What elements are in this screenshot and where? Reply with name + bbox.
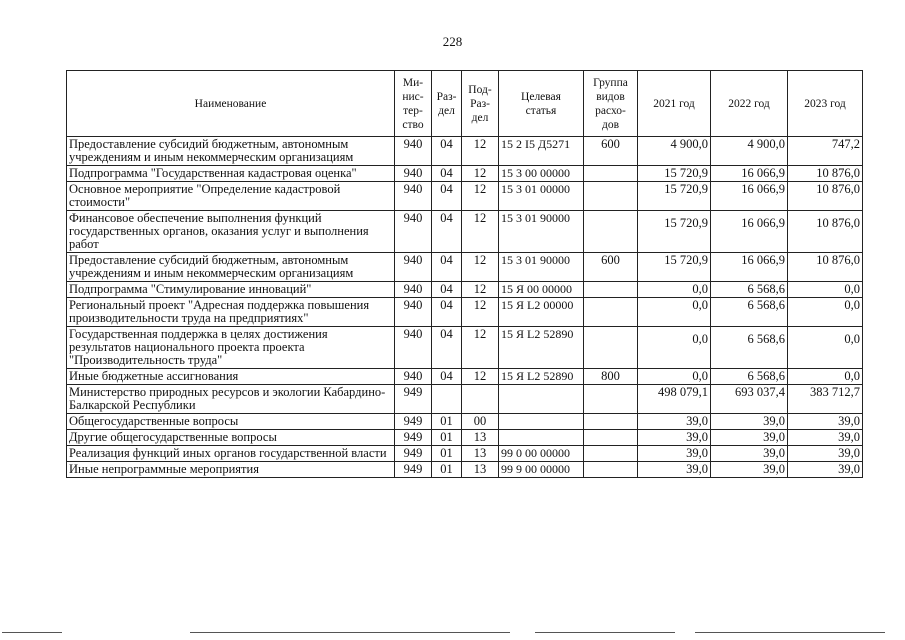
table-row [67, 282, 863, 298]
row-ministry: 940 [395, 253, 432, 282]
header-name: Наименование [67, 71, 395, 137]
row-2023: 39,0 [788, 430, 863, 446]
row-group [584, 298, 638, 327]
row-2023: 10 876,0 [788, 211, 863, 253]
row-2021: 0,0 [638, 369, 711, 385]
row-section: 04 [432, 182, 462, 211]
row-2023: 0,0 [788, 369, 863, 385]
table-row [67, 182, 863, 211]
row-section: 04 [432, 137, 462, 166]
row-2022: 16 066,9 [711, 253, 788, 282]
row-subsection: 12 [462, 166, 499, 182]
row-subsection: 12 [462, 282, 499, 298]
row-section: 04 [432, 166, 462, 182]
row-2021: 39,0 [638, 446, 711, 462]
row-name: Региональный проект "Адресная поддержка повышения производительности труда на предприятиях" [67, 298, 395, 327]
row-group [584, 385, 638, 414]
row-name: Общегосударственные вопросы [67, 414, 395, 430]
header-section: Раз- дел [432, 71, 462, 137]
row-2021: 39,0 [638, 462, 711, 478]
row-2022: 16 066,9 [711, 182, 788, 211]
row-target: 99 9 00 00000 [499, 462, 584, 478]
row-2021: 4 900,0 [638, 137, 711, 166]
row-subsection: 00 [462, 414, 499, 430]
table-row [67, 253, 863, 282]
row-group [584, 211, 638, 253]
row-2021: 498 079,1 [638, 385, 711, 414]
row-target: 15 Я 00 00000 [499, 282, 584, 298]
table-row [67, 414, 863, 430]
row-section: 01 [432, 430, 462, 446]
row-2022: 6 568,6 [711, 327, 788, 369]
row-section: 04 [432, 211, 462, 253]
row-name: Министерство природных ресурсов и экологии Кабардино-Балкарской Республики [67, 385, 395, 414]
table-row [67, 166, 863, 182]
header-group: Группа видов расхо- дов [584, 71, 638, 137]
row-ministry: 949 [395, 385, 432, 414]
row-target: 15 3 01 00000 [499, 182, 584, 211]
row-name: Основное мероприятие "Определение кадастровой стоимости" [67, 182, 395, 211]
budget-table [66, 70, 863, 478]
row-section: 04 [432, 327, 462, 369]
row-target: 15 2 I5 Д5271 [499, 137, 584, 166]
row-section: 04 [432, 253, 462, 282]
row-ministry: 940 [395, 137, 432, 166]
row-2021: 15 720,9 [638, 166, 711, 182]
row-ministry: 940 [395, 166, 432, 182]
row-name: Предоставление субсидий бюджетным, автономным учреждениям и иным некоммерческим организациям [67, 253, 395, 282]
row-name: Другие общегосударственные вопросы [67, 430, 395, 446]
row-2022: 16 066,9 [711, 166, 788, 182]
row-subsection: 12 [462, 211, 499, 253]
row-ministry: 940 [395, 282, 432, 298]
row-2023: 39,0 [788, 462, 863, 478]
row-ministry: 940 [395, 298, 432, 327]
row-name: Предоставление субсидий бюджетным, автономным учреждениям и иным некоммерческим организациям [67, 137, 395, 166]
header-2021: 2021 год [638, 71, 711, 137]
row-subsection: 12 [462, 327, 499, 369]
row-group: 800 [584, 369, 638, 385]
row-2022: 39,0 [711, 462, 788, 478]
row-2023: 747,2 [788, 137, 863, 166]
row-2021: 0,0 [638, 282, 711, 298]
table-row [67, 137, 863, 166]
table-row [67, 327, 863, 369]
row-group [584, 182, 638, 211]
row-subsection [462, 385, 499, 414]
row-subsection: 13 [462, 446, 499, 462]
row-section: 01 [432, 446, 462, 462]
row-2022: 6 568,6 [711, 369, 788, 385]
row-ministry: 949 [395, 430, 432, 446]
row-group [584, 430, 638, 446]
row-2021: 39,0 [638, 430, 711, 446]
row-group [584, 327, 638, 369]
row-2022: 693 037,4 [711, 385, 788, 414]
row-ministry: 940 [395, 211, 432, 253]
row-ministry: 940 [395, 327, 432, 369]
table-body [67, 137, 863, 478]
row-target: 15 Я L2 52890 [499, 327, 584, 369]
row-target [499, 414, 584, 430]
row-section: 01 [432, 414, 462, 430]
row-section: 01 [432, 462, 462, 478]
row-section: 04 [432, 298, 462, 327]
row-name: Государственная поддержка в целях достижения результатов национального проекта проекта "Производительность труда" [67, 327, 395, 369]
row-2021: 15 720,9 [638, 211, 711, 253]
row-target: 15 3 01 90000 [499, 211, 584, 253]
header-2022: 2022 год [711, 71, 788, 137]
row-group [584, 282, 638, 298]
row-subsection: 12 [462, 182, 499, 211]
row-ministry: 949 [395, 446, 432, 462]
row-subsection: 12 [462, 137, 499, 166]
row-2022: 16 066,9 [711, 211, 788, 253]
row-target: 15 Я L2 52890 [499, 369, 584, 385]
table-row [67, 385, 863, 414]
row-2023: 10 876,0 [788, 166, 863, 182]
row-ministry: 940 [395, 369, 432, 385]
row-2023: 0,0 [788, 298, 863, 327]
row-2022: 4 900,0 [711, 137, 788, 166]
row-ministry: 940 [395, 182, 432, 211]
row-2022: 6 568,6 [711, 298, 788, 327]
table-row [67, 211, 863, 253]
row-target [499, 385, 584, 414]
row-subsection: 12 [462, 369, 499, 385]
header-ministry: Ми- нис- тер- ство [395, 71, 432, 137]
row-2022: 39,0 [711, 430, 788, 446]
row-section: 04 [432, 282, 462, 298]
row-2023: 10 876,0 [788, 253, 863, 282]
row-2023: 10 876,0 [788, 182, 863, 211]
row-2023: 39,0 [788, 414, 863, 430]
table-row [67, 446, 863, 462]
row-section: 04 [432, 369, 462, 385]
footer-rule [0, 630, 905, 636]
row-2022: 39,0 [711, 446, 788, 462]
table-row [67, 298, 863, 327]
row-subsection: 12 [462, 298, 499, 327]
row-2023: 0,0 [788, 327, 863, 369]
row-name: Иные непрограммные мероприятия [67, 462, 395, 478]
row-2023: 383 712,7 [788, 385, 863, 414]
row-name: Подпрограмма "Стимулирование инноваций" [67, 282, 395, 298]
row-subsection: 12 [462, 253, 499, 282]
table-header [67, 71, 863, 137]
row-group [584, 446, 638, 462]
row-target [499, 430, 584, 446]
row-name: Иные бюджетные ассигнования [67, 369, 395, 385]
row-subsection: 13 [462, 462, 499, 478]
row-name: Подпрограмма "Государственная кадастровая оценка" [67, 166, 395, 182]
row-2021: 15 720,9 [638, 253, 711, 282]
row-ministry: 949 [395, 462, 432, 478]
table-row [67, 462, 863, 478]
row-subsection: 13 [462, 430, 499, 446]
row-target: 15 Я L2 00000 [499, 298, 584, 327]
row-name: Реализация функций иных органов государственной власти [67, 446, 395, 462]
row-2022: 6 568,6 [711, 282, 788, 298]
row-group [584, 462, 638, 478]
row-name: Финансовое обеспечение выполнения функций государственных органов, оказания услуг и выполнения работ [67, 211, 395, 253]
row-target: 99 0 00 00000 [499, 446, 584, 462]
row-2022: 39,0 [711, 414, 788, 430]
header-target: Целевая статья [499, 71, 584, 137]
row-2021: 15 720,9 [638, 182, 711, 211]
row-group [584, 414, 638, 430]
header-2023: 2023 год [788, 71, 863, 137]
row-group [584, 166, 638, 182]
row-ministry: 949 [395, 414, 432, 430]
row-2023: 39,0 [788, 446, 863, 462]
row-2021: 39,0 [638, 414, 711, 430]
row-2023: 0,0 [788, 282, 863, 298]
row-section [432, 385, 462, 414]
row-2021: 0,0 [638, 298, 711, 327]
row-group: 600 [584, 137, 638, 166]
page-number: 228 [442, 34, 463, 49]
table-row [67, 369, 863, 385]
table-row [67, 430, 863, 446]
row-target: 15 3 01 90000 [499, 253, 584, 282]
row-target: 15 3 00 00000 [499, 166, 584, 182]
row-group: 600 [584, 253, 638, 282]
row-2021: 0,0 [638, 327, 711, 369]
header-subsection: Под- Раз- дел [462, 71, 499, 137]
